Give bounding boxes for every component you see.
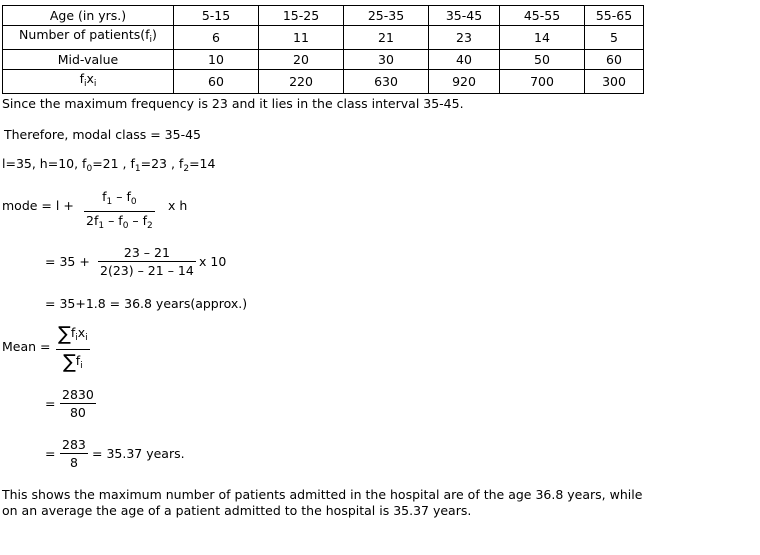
table-cell: 21	[344, 26, 429, 50]
table-cell: 50	[500, 50, 585, 70]
max-frequency-statement: Since the maximum frequency is 23 and it lies in the class interval 35-45.	[2, 96, 464, 111]
table-cell: 920	[429, 70, 500, 94]
mean-numerator: $\sum f_ix_i$	[58, 323, 88, 345]
mean-step2-fraction	[60, 436, 88, 471]
table-cell: 15-25	[259, 6, 344, 26]
table-cell: 11	[259, 26, 344, 50]
table-row-fixi	[3, 70, 644, 94]
mode-times-h: x h	[168, 198, 188, 213]
table-cell: 55-65	[585, 6, 644, 26]
table-row-age	[3, 6, 644, 26]
parameters-line: l=35, h=10, $f_0=21$ , $f_1=23$ , $f_2=14$	[2, 156, 216, 174]
mode-step1-fraction	[98, 244, 196, 279]
mean-step1-equals: =	[45, 396, 56, 411]
table-cell: 35-45	[429, 6, 500, 26]
table-cell: 20	[259, 50, 344, 70]
table-header-cell: Age (in yrs.)	[3, 6, 174, 26]
mode-denominator: $2f_1 - f_0 - f_2$	[84, 211, 155, 235]
table-cell: 23	[429, 26, 500, 50]
table-cell: 300	[585, 70, 644, 94]
mode-step1-denominator: 2(23) – 21 – 14	[100, 263, 194, 278]
modal-class-statement: Therefore, modal class = 35-45	[4, 127, 201, 142]
mode-step1-numerator: 23 – 21	[123, 245, 170, 260]
table-cell: 630	[344, 70, 429, 94]
mean-label: Mean =	[2, 339, 51, 354]
table-cell: 45-55	[500, 6, 585, 26]
mean-denominator: $\sum f_i$	[56, 349, 90, 377]
mode-label: mode = l +	[2, 198, 74, 213]
table-cell: 6	[174, 26, 259, 50]
conclusion-line-1: This shows the maximum number of patients admitted in the hospital are of the age 36.8 years, while	[2, 487, 643, 502]
mode-step1-prefix: = 35 +	[45, 254, 90, 269]
table-cell: 60	[174, 70, 259, 94]
mean-formula-fraction	[56, 322, 90, 377]
table-cell: 25-35	[344, 6, 429, 26]
table-row-patients	[3, 26, 644, 50]
table-cell: 5	[585, 26, 644, 50]
mode-numerator: $f_1 - f_0$	[102, 189, 137, 207]
table-header-cell: Mid-value	[3, 50, 174, 70]
frequency-table	[2, 5, 644, 94]
mean-step1-fraction	[60, 386, 96, 421]
mean-step1-numerator: 2830	[62, 387, 94, 402]
table-cell: 220	[259, 70, 344, 94]
mean-step2-denominator: 8	[60, 453, 88, 471]
table-cell: 5-15	[174, 6, 259, 26]
mean-step1-denominator: 80	[60, 403, 96, 421]
table-cell: 60	[585, 50, 644, 70]
mode-result: = 35+1.8 = 36.8 years(approx.)	[45, 296, 248, 311]
mean-result: = 35.37 years.	[92, 446, 185, 461]
table-header-cell: Number of $patients(f_i)$	[3, 26, 174, 50]
conclusion-line-2: on an average the age of a patient admitted to the hospital is 35.37 years.	[2, 503, 472, 518]
table-cell: 10	[174, 50, 259, 70]
mean-step2-equals: =	[45, 446, 56, 461]
mean-step2-numerator: 283	[62, 437, 86, 452]
mode-step1-times: x 10	[199, 254, 227, 269]
table-cell: 40	[429, 50, 500, 70]
table-row-midvalue	[3, 50, 644, 70]
table-cell: 700	[500, 70, 585, 94]
table-cell: 30	[344, 50, 429, 70]
table-cell: 14	[500, 26, 585, 50]
mode-formula-fraction	[84, 188, 155, 235]
table-header-cell: $f_ix_i$	[3, 70, 174, 94]
